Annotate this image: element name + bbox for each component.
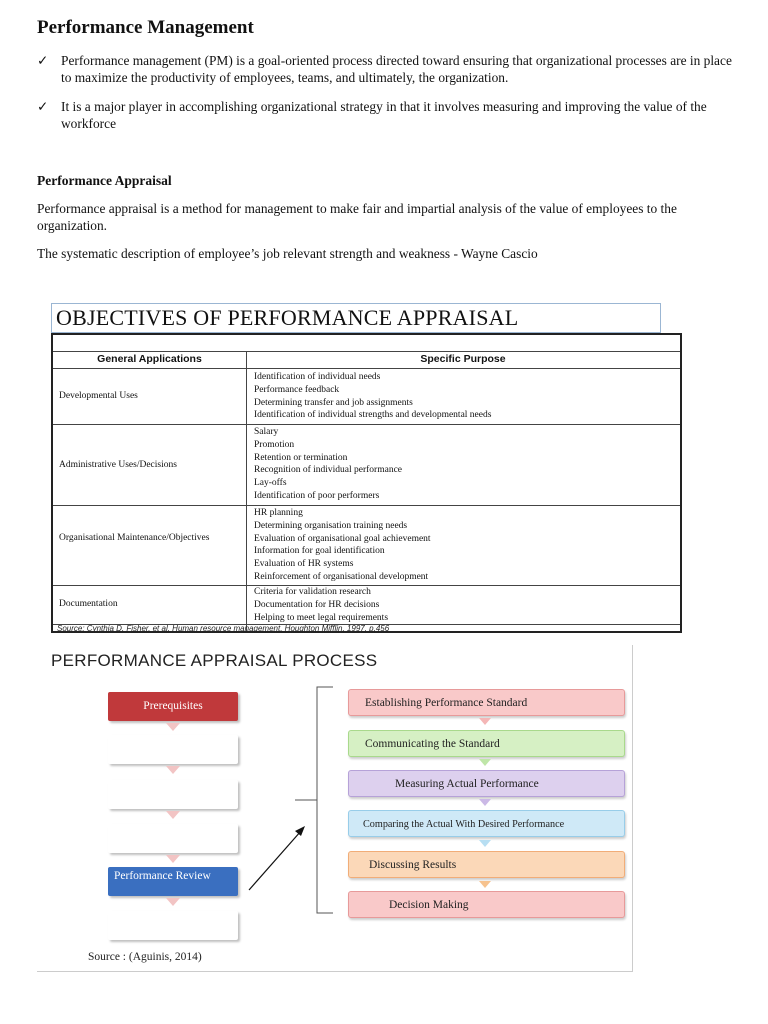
process-step-communicating-standard: Communicating the Standard — [348, 730, 625, 757]
paragraph: Performance appraisal is a method for management to make fair and impartial analysis of the value of employees to the organization. — [37, 201, 677, 233]
process-step-measuring-performance: Measuring Actual Performance — [348, 770, 625, 797]
column-header-specific: Specific Purpose — [420, 353, 506, 365]
specific-purpose-list — [254, 426, 674, 503]
process-step-discussing-results: Discussing Results — [348, 851, 625, 878]
down-arrow-icon — [479, 718, 491, 725]
general-application: Developmental Uses — [59, 391, 138, 401]
column-header-general: General Applications — [97, 353, 202, 365]
diagonal-arrow-line — [249, 831, 301, 890]
section-heading: Performance Appraisal — [37, 173, 172, 188]
list-item: Evaluation of HR systems — [254, 559, 354, 570]
table-rule — [53, 351, 680, 352]
process-step-renewal: Performance Renewal and Re-contracting — [108, 911, 238, 940]
table-rule — [53, 368, 680, 369]
list-item: Identification of individual strengths and developmental needs — [254, 410, 492, 421]
list-item: Salary — [254, 427, 279, 437]
paragraph: The systematic description of employee’s job relevant strength and weakness - Wayne Cascio — [37, 246, 538, 261]
bullet-item — [37, 52, 737, 88]
list-item: Reinforcement of organisational development — [254, 571, 429, 582]
down-arrow-icon — [479, 840, 491, 847]
bracket-line — [317, 687, 333, 913]
arrow-head-icon — [295, 826, 305, 836]
general-application: Documentation — [59, 599, 118, 609]
list-item: Determining transfer and job assignments — [254, 397, 413, 408]
process-figure — [37, 645, 633, 972]
down-arrow-icon — [166, 855, 180, 863]
down-arrow-icon — [479, 881, 491, 888]
bullet-item — [37, 98, 737, 134]
down-arrow-icon — [166, 766, 180, 774]
process-step-decision-making: Decision Making — [348, 891, 625, 918]
table-column-divider — [246, 351, 247, 631]
specific-purpose-list — [254, 586, 674, 624]
bullet-text: Performance management (PM) is a goal-oriented process directed toward ensuring that organizational processes are in place to maximize the productivity of employees, teams, and ultimately, the organization. — [61, 53, 732, 85]
specific-purpose-list — [254, 371, 674, 422]
process-step-planning: Performance Planning — [108, 735, 238, 764]
list-item: Helping to meet legal requirements — [254, 612, 389, 623]
list-item: Information for goal identification — [254, 546, 385, 557]
process-step-execution: Performance Execution — [108, 780, 238, 809]
check-icon: ✓ — [37, 99, 49, 114]
objectives-heading: OBJECTIVES OF PERFORMANCE APPRAISAL — [51, 303, 661, 333]
process-title: PERFORMANCE APPRAISAL PROCESS — [51, 651, 378, 670]
list-item: Promotion — [254, 439, 295, 450]
general-application: Administrative Uses/Decisions — [59, 460, 177, 470]
list-item: Performance feedback — [254, 384, 340, 395]
bullet-text: It is a major player in accomplishing organizational strategy in that it involves measuring and improving the value of the workforce — [61, 99, 707, 131]
specific-purpose-list — [254, 507, 674, 584]
table-rule — [53, 505, 680, 506]
list-item: Identification of poor performers — [254, 490, 380, 501]
process-step-establishing-standard: Establishing Performance Standard — [348, 689, 625, 716]
list-item: Recognition of individual performance — [254, 465, 402, 476]
list-item: Determining organisation training needs — [254, 520, 408, 531]
list-item: Documentation for HR decisions — [254, 599, 380, 610]
process-source-note: Source : (Aguinis, 2014) — [88, 951, 202, 963]
process-step-assessment: Performance Assessment — [108, 824, 238, 853]
page-title: Performance Management — [37, 17, 254, 38]
process-step-prerequisites: Prerequisites — [108, 692, 238, 721]
down-arrow-icon — [166, 723, 180, 731]
down-arrow-icon — [479, 799, 491, 806]
list-item: Evaluation of organisational goal achievement — [254, 533, 431, 544]
table-source-note: Source: Cynthia D. Fisher, et al. Human resource management, Houghton Mifflin, 1997, p.456 — [57, 624, 390, 633]
down-arrow-icon — [166, 811, 180, 819]
list-item: HR planning — [254, 508, 303, 518]
process-step-review: Performance Review — [108, 867, 238, 896]
list-item: Criteria for validation research — [254, 587, 371, 597]
objectives-figure — [37, 300, 693, 636]
general-application: Organisational Maintenance/Objectives — [59, 533, 210, 543]
list-item: Lay-offs — [254, 478, 287, 489]
check-icon: ✓ — [37, 53, 49, 68]
down-arrow-icon — [166, 898, 180, 906]
down-arrow-icon — [479, 759, 491, 766]
table-rule — [53, 424, 680, 425]
list-item: Identification of individual needs — [254, 372, 381, 382]
objectives-table — [51, 333, 682, 633]
list-item: Retention or termination — [254, 452, 348, 463]
process-step-comparing-performance: Comparing the Actual With Desired Performance — [348, 810, 625, 837]
